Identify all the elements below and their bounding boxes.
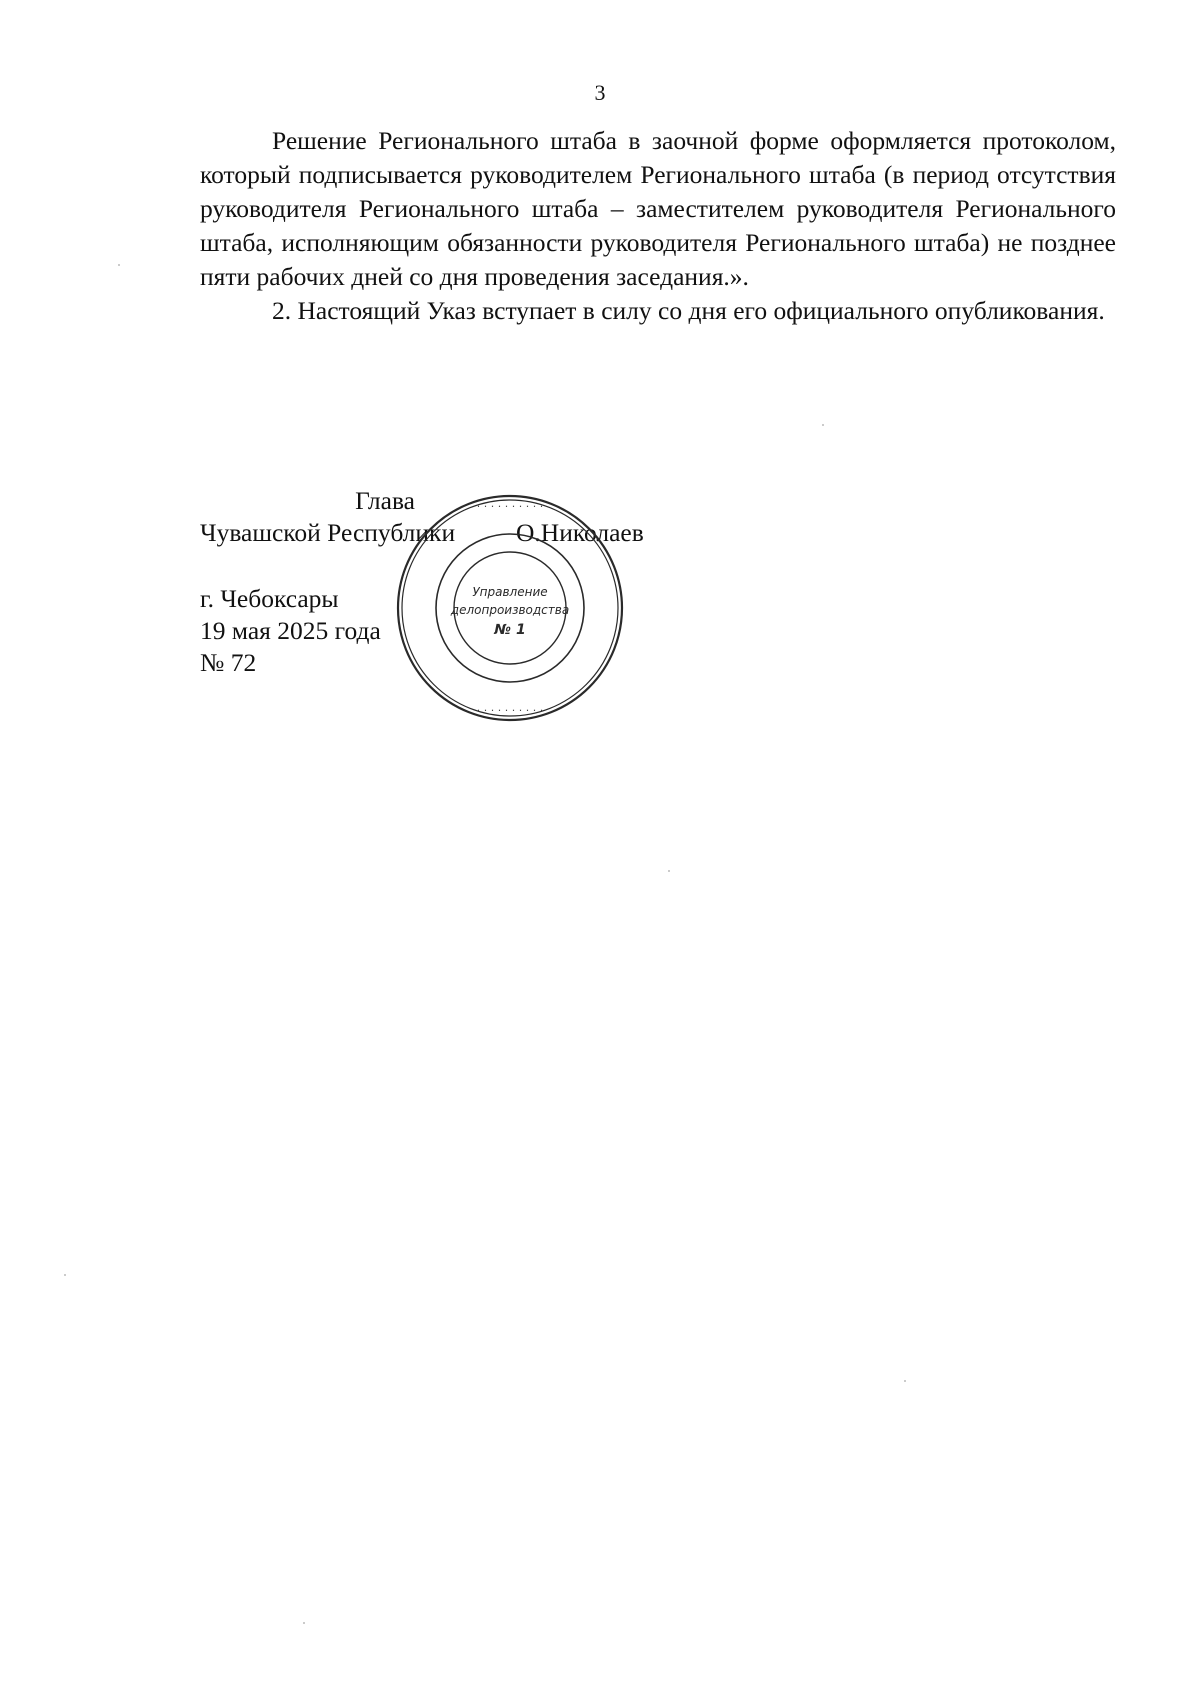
scan-speck	[303, 1622, 305, 1624]
signatory-region: Чувашской Республики	[200, 518, 456, 547]
document-body	[200, 124, 1116, 328]
scan-speck	[904, 1380, 906, 1382]
signatory-name: О.Николаев	[516, 518, 644, 547]
decree-number: № 72	[200, 648, 257, 677]
scan-speck	[64, 1274, 66, 1276]
place-date-block	[200, 583, 381, 679]
svg-text:· · · · · · · · · ·: · · · · · · · · · ·	[476, 500, 544, 513]
official-seal-icon	[392, 490, 628, 726]
svg-text:· · · · · · · · · ·: · · · · · · · · · ·	[476, 704, 544, 717]
stamp-line-2: делопроизводства	[450, 603, 570, 617]
date: 19 мая 2025 года	[200, 616, 381, 645]
stamp-line-3: № 1	[494, 622, 526, 638]
scan-speck	[668, 870, 670, 872]
paragraph-entry-into-force: 2. Настоящий Указ вступает в силу со дня его официального опубликования.	[272, 296, 1105, 325]
scan-speck	[118, 264, 120, 266]
scan-speck	[822, 424, 824, 426]
stamp-line-1: Управление	[472, 585, 548, 599]
paragraph-decision: Решение Регионального штаба в заочной форме оформляется протоколом, который подписывается руководителем Регионального штаба (в период отсутствия руководителя Регионального штаба – заместителем руководителя Регионального штаба, исполняющим обязанности руководителя Регионального штаба) не позднее пяти рабочих дней со дня проведения заседания.».	[200, 126, 1116, 291]
signatory-title: Глава	[355, 486, 415, 515]
city: г. Чебоксары	[200, 584, 339, 613]
page-number: 3	[594, 80, 606, 105]
